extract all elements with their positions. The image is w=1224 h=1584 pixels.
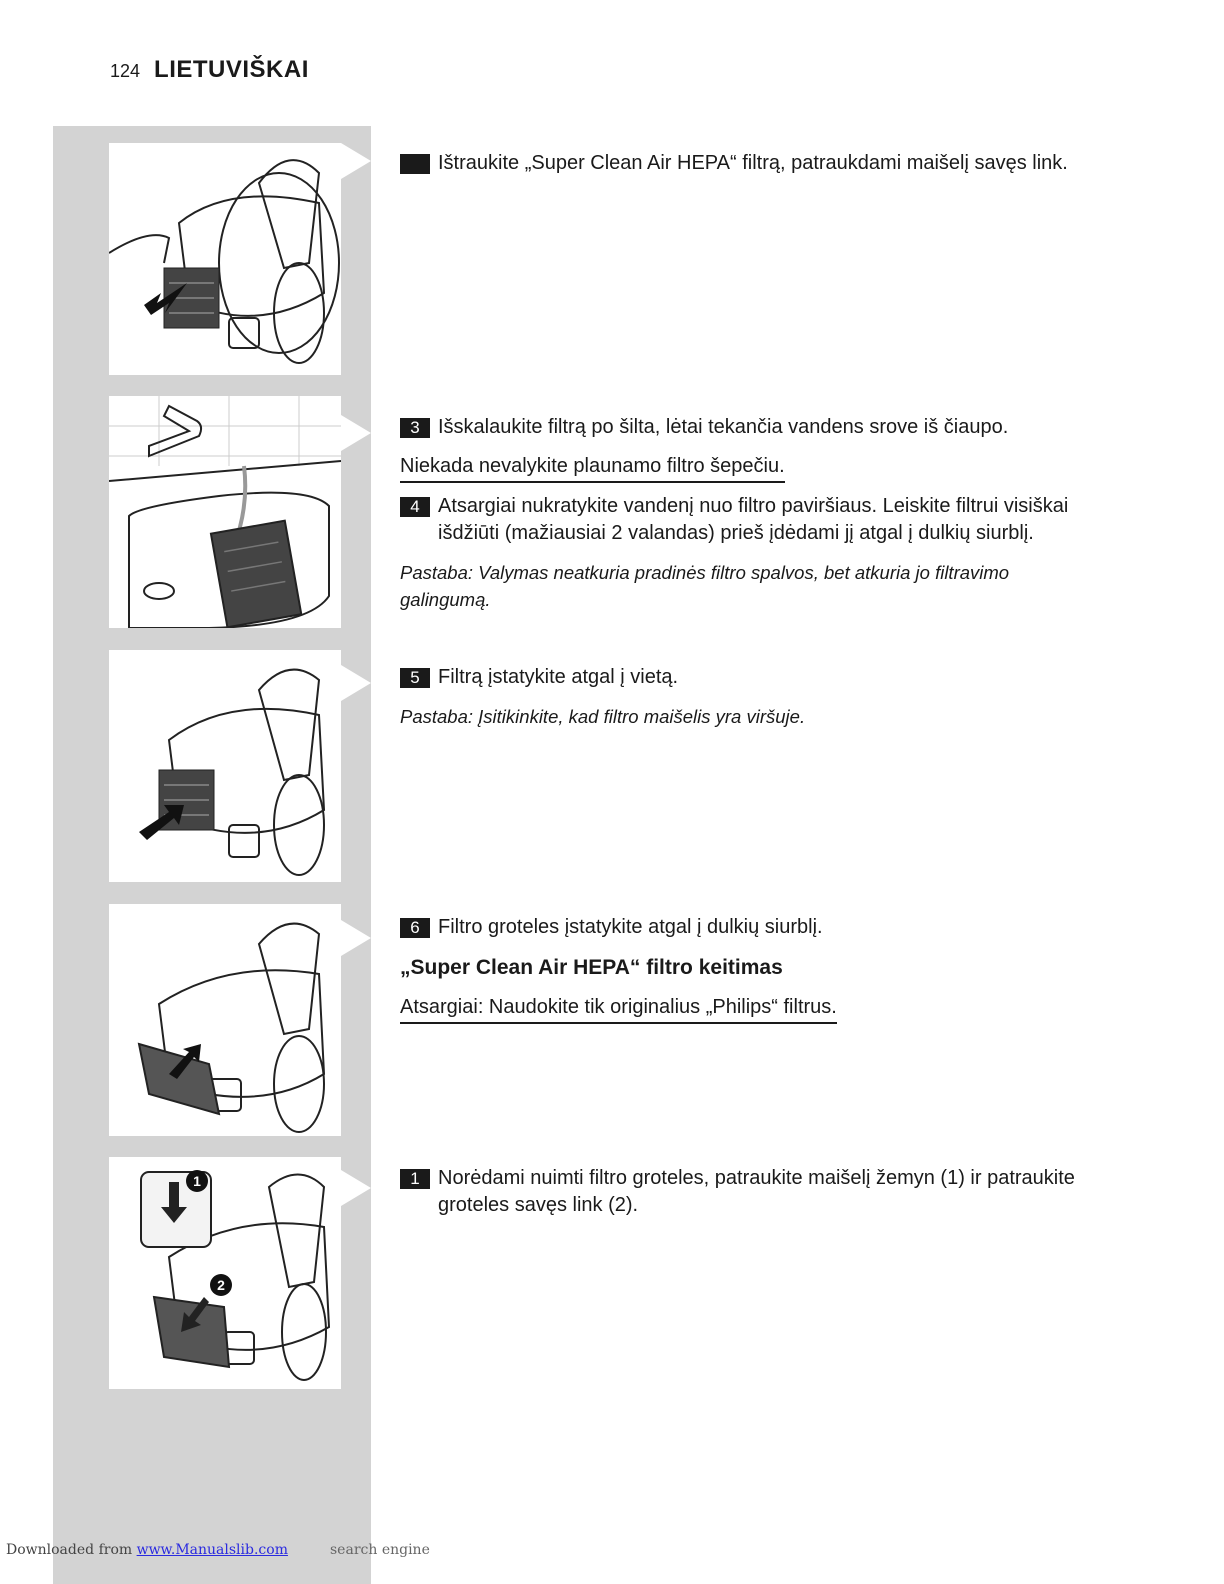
page-header — [110, 56, 309, 84]
sink-illustration — [109, 396, 341, 628]
note-color: Pastaba: Valymas neatkuria pradinės filtro spalvos, bet atkuria jo filtravimo galingumą. — [400, 562, 1010, 610]
footer-search-text: search engine — [330, 1542, 430, 1558]
figure-pointer — [341, 415, 371, 451]
figure-rinse-filter — [109, 396, 341, 628]
figure-pointer — [341, 665, 371, 701]
step-text: Išskalaukite filtrą po šilta, lėtai tekančia vandens srove iš čiaupo. — [438, 416, 1009, 438]
warning-original-filters — [400, 994, 1090, 1024]
figure-pointer — [341, 920, 371, 956]
section-heading: „Super Clean Air HEPA“ filtro keitimas — [400, 956, 783, 979]
step-1 — [400, 1165, 1090, 1219]
vacuum-illustration-5 — [109, 1157, 341, 1389]
step-1-block — [400, 1165, 1090, 1219]
warning-text: Niekada nevalykite plaunamo filtro šepečiu. — [400, 453, 785, 483]
warning-brush — [400, 453, 1090, 483]
vacuum-illustration-4 — [109, 904, 341, 1136]
callout-2-label: 2 — [217, 1277, 225, 1293]
figure-pointer — [341, 1170, 371, 1206]
vacuum-illustration-3 — [109, 650, 341, 882]
step-number: 4 — [400, 497, 430, 517]
step-3 — [400, 414, 1090, 441]
figure-filter-removal — [109, 143, 341, 375]
vacuum-illustration-1 — [109, 143, 341, 375]
manualslib-link[interactable]: www.Manualslib.com — [136, 1542, 288, 1558]
step-text: Filtrą įstatykite atgal į vietą. — [438, 666, 679, 688]
step-4 — [400, 493, 1090, 547]
step-text: Norėdami nuimti filtro groteles, patraukite maišelį žemyn (1) ir patraukite groteles savęs link (2). — [438, 1167, 1075, 1216]
page-number: 124 — [110, 61, 141, 81]
step-6 — [400, 914, 1090, 941]
footer — [6, 1542, 430, 1558]
figure-filter-insert — [109, 650, 341, 882]
figure-grille-insert — [109, 904, 341, 1136]
step-number: 3 — [400, 418, 430, 438]
step-text: Atsargiai nukratykite vandenį nuo filtro paviršiaus. Leiskite filtrui visiškai išdžiūti (mažiausiai 2 valandas) prieš įdėdami jį atgal į dulkių siurblį. — [438, 495, 1069, 544]
step-number — [400, 154, 430, 174]
step-3-4-block — [400, 414, 1090, 613]
step-6-block — [400, 914, 1090, 1024]
language-title: LIETUVIŠKAI — [154, 56, 309, 83]
figure-pointer — [341, 143, 371, 179]
step-text: Ištraukite „Super Clean Air HEPA“ filtrą, patraukdami maišelį savęs link. — [438, 152, 1068, 174]
note-bag-on-top: Pastaba: Įsitikinkite, kad filtro maišelis yra viršuje. — [400, 706, 806, 727]
step-number: 1 — [400, 1169, 430, 1189]
step-2-block — [400, 150, 1090, 177]
step-number: 5 — [400, 668, 430, 688]
step-5-block — [400, 664, 1090, 730]
step-2 — [400, 150, 1090, 177]
step-number: 6 — [400, 918, 430, 938]
step-text: Filtro groteles įstatykite atgal į dulkių siurblį. — [438, 916, 823, 938]
warning-text: Atsargiai: Naudokite tik originalius „Philips“ filtrus. — [400, 994, 837, 1024]
figure-grille-removal — [109, 1157, 341, 1389]
step-5 — [400, 664, 1090, 691]
callout-1-label: 1 — [193, 1173, 201, 1189]
footer-prefix: Downloaded from — [6, 1542, 137, 1558]
